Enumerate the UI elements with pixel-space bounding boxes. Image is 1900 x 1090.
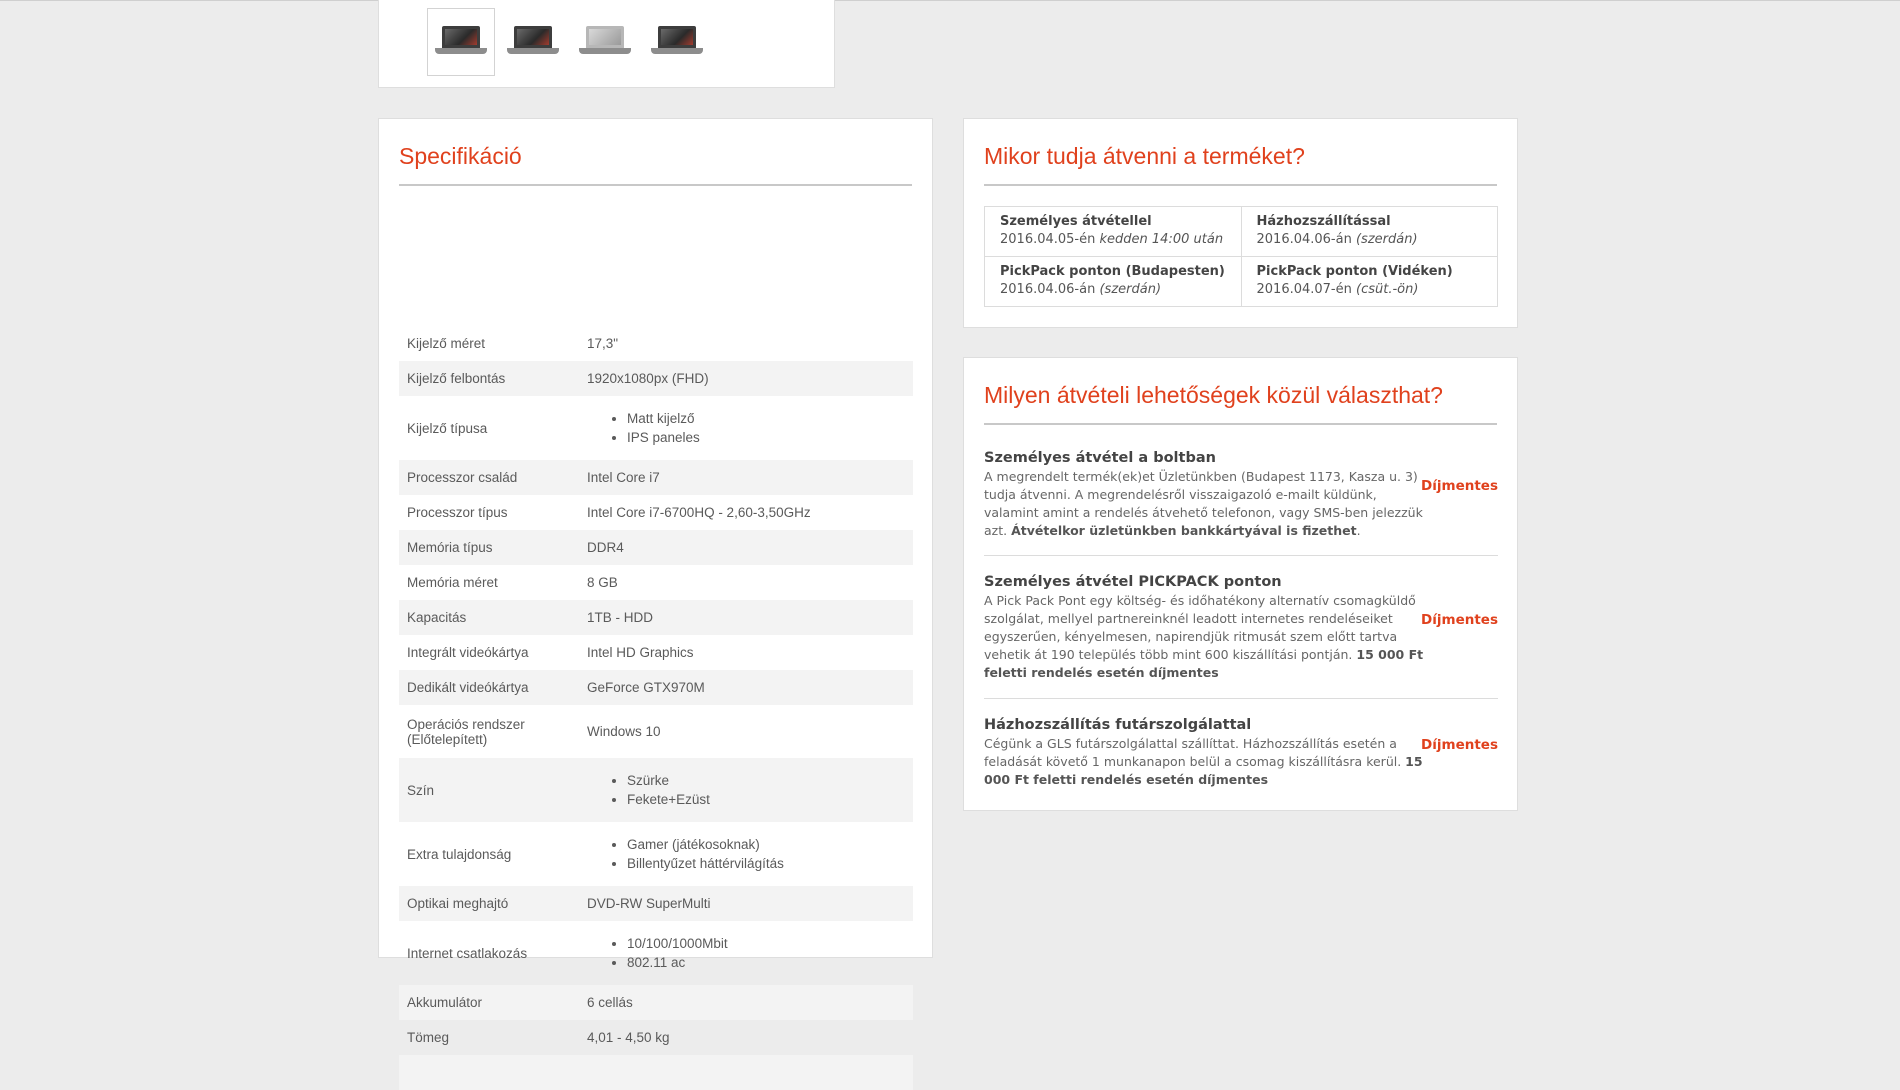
table-row [399,758,913,822]
table-row [399,670,913,705]
pickup-personal-day: kedden 14:00 után [1099,232,1224,247]
option-courier-description: Cégünk a GLS futárszolgálattal szállíttat. Házhozszállítás esetén a feladását követő 1 munkanapon belül a csomag kiszállításra kerül. [984,736,1402,769]
option-pickpack-note: 15 000 Ft feletti rendelés esetén díjmentes [984,647,1424,680]
product-thumbnail-1[interactable] [427,8,495,76]
table-row [399,635,913,670]
table-row [399,495,913,530]
spec-key: Kijelző felbontás [399,361,579,396]
spec-key: Kijelző típusa [407,420,488,436]
table-row [399,530,913,565]
option-shop-pickup-price: Díjmentes [1421,478,1498,494]
spec-key: Processzor család [399,460,579,495]
laptop-image [651,26,703,58]
spec-key: Kijelző méret [407,336,486,351]
option-courier-note: 15 000 Ft feletti rendelés esetén díjmentes [984,754,1423,787]
product-thumbnail-3[interactable] [571,8,639,76]
table-row [399,705,913,758]
table-row [399,822,913,886]
option-shop-pickup: Személyes átvétel a boltban A megrendelt termék(ek)et Üzletünkben (Budapest 1173, Kasza u. 3) tudja átvenni. A megrendelésről visszaigazoló e-mailt küldünk, valamint amint a rendelés átvehető telefonon, vagy SMS-ben jelezzük azt. Átvételkor üzletünkben bankkártyával is fizethet. Díjmentes [984,450,1498,538]
pickup-pickpack-budapest-label: PickPack ponton (Budapesten) [1000,264,1225,279]
spec-value: Windows 10 [587,724,661,739]
spec-value: Intel Core i7 [579,460,913,495]
pickup-pickpack-videk-day: (csüt.-ön) [1356,282,1419,297]
specification-table [399,326,913,1090]
divider [984,555,1498,556]
spec-value: 8 GB [587,575,618,590]
spec-key: Integrált videókártya [407,645,529,660]
pickup-pickpack-budapest-day: (szerdán) [1099,282,1162,297]
table-row [399,886,913,921]
option-courier-price: Díjmentes [1421,737,1498,753]
pickup-delivery-date: 2016.04.06-án [1256,232,1352,247]
spec-list-item: • Szürke [627,771,905,790]
spec-value: DVD-RW SuperMulti [579,886,913,921]
table-row [399,326,913,361]
spec-value: Intel Core i7-6700HQ - 2,60-3,50GHz [587,505,811,520]
divider [984,698,1498,699]
option-pickpack [984,572,1498,682]
spec-key: Szín [399,758,579,822]
pickup-pickpack-videk [1241,257,1498,307]
delivery-options-panel [963,357,1518,811]
product-thumbnail-4[interactable] [643,8,711,76]
table-row [399,1055,913,1090]
option-shop-pickup-description: A megrendelt termék(ek)et Üzletünkben (Budapest 1173, Kasza u. 3) tudja átvenni. A megrendelésről visszaigazoló e-mailt küldünk, valamint amint a rendelés átvehető telefonon, vagy SMS-ben jelezzük azt. [984,469,1423,538]
spec-list-item: • 802.11 ac [627,953,905,972]
spec-value [579,822,913,886]
pickup-pickpack-budapest-date: 2016.04.06-án [1000,282,1096,297]
pickup-delivery-day: (szerdán) [1355,232,1418,247]
spec-value: 1TB - HDD [579,600,913,635]
laptop-image [579,26,631,58]
spec-list-item: • Fekete+Ezüst [627,790,905,809]
spec-key: Extra tulajdonság [407,846,512,862]
option-shop-pickup-note: Átvételkor üzletünkben bankkártyával is fizethet [1011,523,1357,538]
spec-list-item: • IPS paneles [627,428,905,447]
pickup-personal [985,207,1242,257]
table-row [399,985,913,1020]
pickup-delivery-label: Házhozszállítással [1256,214,1391,229]
spec-key: Operációs rendszer (Előtelepített) [407,716,525,747]
spec-value: DDR4 [579,530,913,565]
pickup-pickpack-budapest [985,257,1242,307]
spec-key: Dedikált videókártya [399,670,579,705]
pickup-delivery [1241,207,1498,257]
table-row [399,921,913,985]
spec-value [579,396,913,460]
table-row [399,1020,913,1055]
spec-list-item: • 10/100/1000Mbit [627,934,905,953]
table-row [399,600,913,635]
option-courier-title: Házhozszállítás futárszolgálattal [984,717,1252,733]
spec-key: Memória típus [399,530,579,565]
spec-key: Akkumulátor [399,985,579,1020]
table-row [399,361,913,396]
table-row [399,396,913,460]
pickup-personal-date: 2016.04.05-én [1000,232,1096,247]
spec-key: Optikai meghajtó [399,886,579,921]
product-thumbnail-2[interactable] [499,8,567,76]
spec-key: Memória méret [407,575,498,590]
option-pickpack-title: Személyes átvétel PICKPACK ponton [984,574,1282,590]
laptop-image [507,26,559,58]
option-courier [984,715,1498,789]
spec-value: Intel HD Graphics [587,645,694,660]
option-shop-pickup-title: Személyes átvétel a boltban [984,450,1216,466]
spec-value: GeForce GTX970M [579,670,913,705]
product-thumbnails [378,0,835,88]
option-pickpack-description: A Pick Pack Pont egy költség- és időhatékony alternatív csomagküldő szolgálat, mellyel partnereinknél leadott internetes rendeléseiket egyszerűen, kényelmesen, napirendjük ritmusát szem előtt tartva vehetik át 190 település több mint 600 kiszállítási pontján. [984,593,1416,662]
spec-value: 6 cellás [579,985,913,1020]
specification-title: Specifikáció [399,143,912,186]
spec-list-item: • Billentyűzet háttérvilágítás [627,854,905,873]
spec-key: Kapacitás [399,600,579,635]
spec-value [579,921,913,985]
pickup-pickpack-videk-date: 2016.04.07-én [1256,282,1352,297]
spec-key: Tömeg [407,1030,450,1045]
pickup-time-grid [984,206,1498,307]
specification-panel [378,118,933,1045]
table-row [399,565,913,600]
pickup-time-title: Mikor tudja átvenni a terméket? [984,143,1497,186]
pickup-time-panel [963,118,1518,328]
top-divider [0,0,1900,1]
spec-list-item: • Matt kijelző [627,409,905,428]
spec-value: 4,01 - 4,50 kg [587,1030,670,1045]
option-pickpack-price: Díjmentes [1421,612,1498,628]
spec-value: 17,3" [587,336,619,351]
pickup-personal-label: Személyes átvétellel [1000,214,1152,229]
spec-key: Processzor típus [407,505,508,520]
spec-value [579,758,913,822]
spec-key: Internet csatlakozás [407,945,528,961]
spec-list-item: • Gamer (játékosoknak) [627,835,905,854]
pickup-pickpack-videk-label: PickPack ponton (Vidéken) [1256,264,1453,279]
spec-value: 1920x1080px (FHD) [579,361,913,396]
table-row [399,460,913,495]
delivery-options-title: Milyen átvételi lehetőségek közül választhat? [984,382,1497,425]
laptop-image [435,26,487,58]
